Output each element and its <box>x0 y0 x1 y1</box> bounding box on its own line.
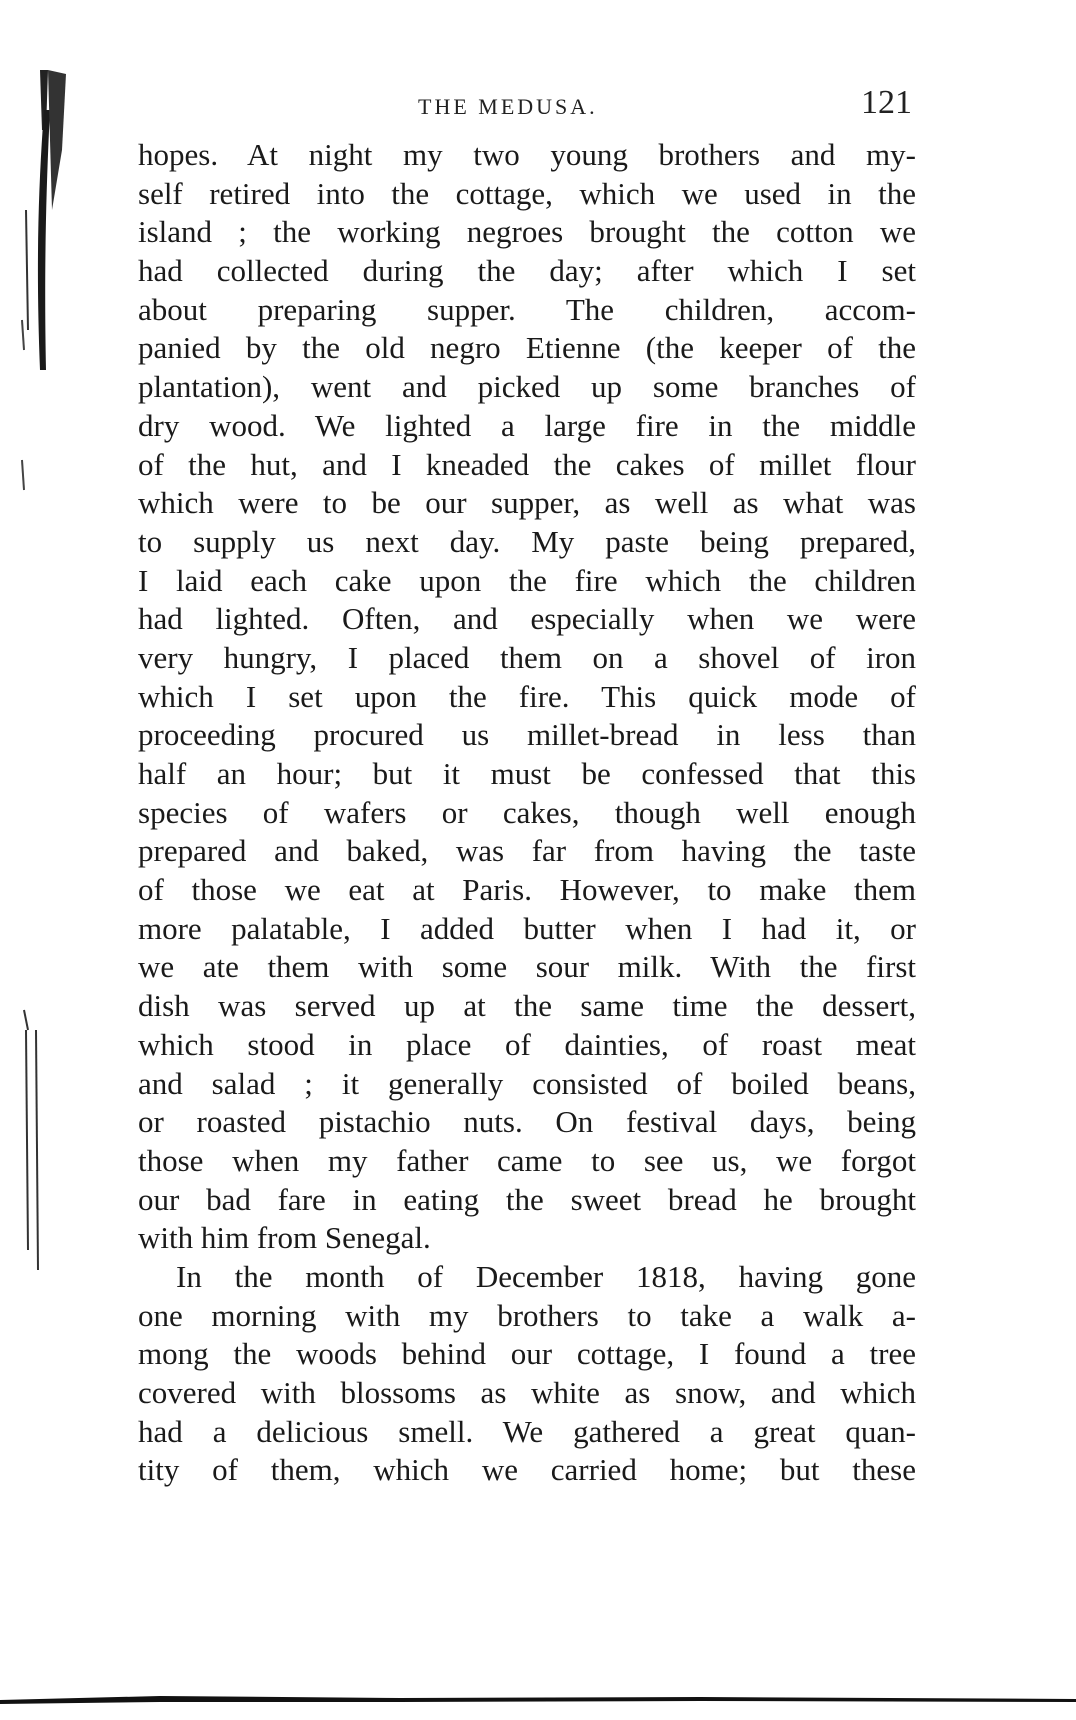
text-line: I laid each cake upon the fire which the children <box>138 562 916 598</box>
paragraph-end-line: with him from Senegal. <box>138 1220 431 1256</box>
page-header <box>138 84 918 128</box>
text-line: our bad fare in eating the sweet bread he brought <box>138 1181 916 1217</box>
page-number: 121 <box>861 84 912 121</box>
text-line: more palatable, I added butter when I had it, or <box>138 910 916 946</box>
text-line: and salad ; it generally consisted of boiled beans, <box>138 1065 916 1101</box>
bottom-page-edge <box>0 1690 1076 1706</box>
text-line: those when my father came to see us, we forgot <box>138 1142 916 1178</box>
paragraph-start-line: In the month of December 1818, having gone <box>176 1258 916 1294</box>
text-line: had a delicious smell. We gathered a great quan- <box>138 1413 916 1449</box>
text-line: island ; the working negroes brought the cotton we <box>138 214 916 250</box>
binding-edge-marks <box>18 70 70 1310</box>
text-line: very hungry, I placed them on a shovel of iron <box>138 639 916 675</box>
text-line: self retired into the cottage, which we used in the <box>138 175 916 211</box>
text-line: or roasted pistachio nuts. On festival days, being <box>138 1104 916 1140</box>
text-line: dish was served up at the same time the dessert, <box>138 988 916 1024</box>
text-line: covered with blossoms as white as snow, and which <box>138 1375 916 1410</box>
text-line: prepared and baked, was far from having the taste <box>138 833 916 869</box>
text-line: proceeding procured us millet-bread in less than <box>138 717 916 753</box>
text-line: mong the woods behind our cottage, I found a tree <box>138 1336 916 1372</box>
text-line: of those we eat at Paris. However, to make them <box>138 872 916 908</box>
text-line: tity of them, which we carried home; but these <box>138 1452 916 1488</box>
text-line: had collected during the day; after which I set <box>138 253 916 289</box>
text-line: had lighted. Often, and especially when we were <box>138 601 916 637</box>
text-line: plantation), went and picked up some branches of <box>138 369 916 405</box>
text-line: which stood in place of dainties, of roast meat <box>138 1026 916 1062</box>
text-line: dry wood. We lighted a large fire in the middle <box>138 407 916 443</box>
text-line: about preparing supper. The children, accom- <box>138 291 916 327</box>
text-line: species of wafers or cakes, though well enough <box>138 794 916 830</box>
text-line: which I set upon the fire. This quick mode of <box>138 678 916 714</box>
text-line: hopes. At night my two young brothers and my- <box>138 137 916 172</box>
text-line: we ate them with some sour milk. With the first <box>138 949 916 985</box>
text-line: to supply us next day. My paste being prepared, <box>138 523 916 559</box>
text-line: which were to be our supper, as well as what was <box>138 485 916 521</box>
text-line: one morning with my brothers to take a walk a- <box>138 1297 916 1333</box>
text-line: half an hour; but it must be confessed that this <box>138 756 916 791</box>
body-text <box>138 136 916 1490</box>
text-line: panied by the old negro Etienne (the keeper of the <box>138 330 916 366</box>
running-title: THE MEDUSA. <box>418 94 598 119</box>
text-line: of the hut, and I kneaded the cakes of millet flour <box>138 446 916 482</box>
